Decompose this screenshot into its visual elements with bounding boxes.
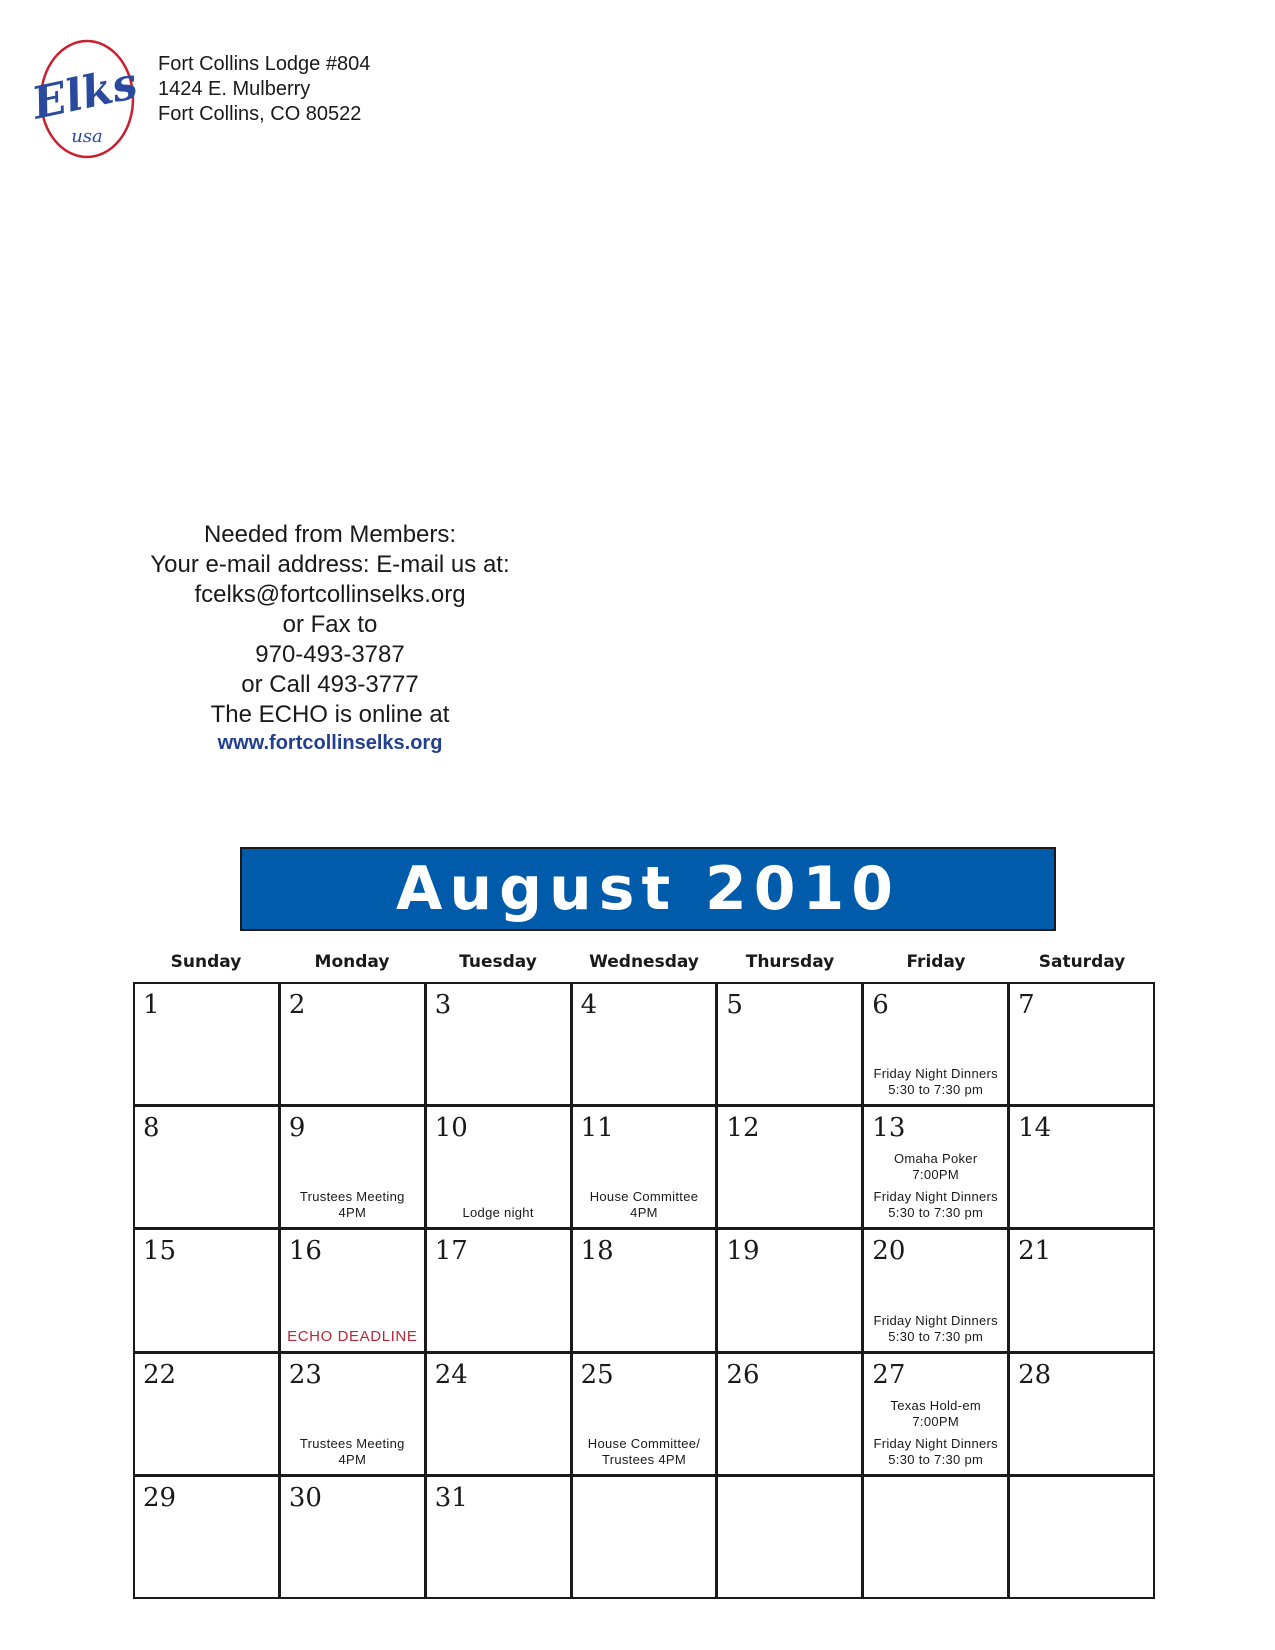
day-cell-27 — [864, 1354, 1007, 1474]
address-line-city: Fort Collins, CO 80522 — [158, 103, 362, 125]
day-number: 21 — [1018, 1236, 1052, 1267]
weekday-wednesday: Wednesday — [589, 952, 699, 972]
day-number: 1 — [143, 990, 160, 1020]
day-number: 29 — [143, 1482, 177, 1513]
day-events — [573, 1189, 716, 1221]
day-events — [864, 1066, 1007, 1098]
empty-day-cell — [1010, 1477, 1153, 1597]
day-cell-7 — [1010, 984, 1153, 1104]
day-number: 31 — [434, 1482, 468, 1513]
weekday-headers — [133, 952, 1155, 980]
day-number: 14 — [1018, 1113, 1052, 1144]
address-line-name: Fort Collins Lodge #804 — [158, 53, 371, 75]
day-number: 22 — [143, 1359, 177, 1390]
day-number: 16 — [288, 1236, 322, 1267]
day-events — [864, 1398, 1007, 1468]
day-number: 11 — [580, 1113, 614, 1144]
day-events — [281, 1436, 424, 1468]
svg-text:Elks: Elks — [34, 57, 140, 130]
calendar-event: House Committee/ Trustees 4PM — [587, 1435, 701, 1467]
day-cell-3 — [427, 984, 570, 1104]
day-number: 4 — [580, 990, 598, 1020]
day-number: 7 — [1018, 990, 1035, 1020]
day-cell-23 — [281, 1354, 424, 1474]
day-cell-22 — [135, 1354, 278, 1474]
weekday-monday: Monday — [314, 952, 390, 972]
notice-line: Needed from Members: — [203, 521, 457, 548]
day-cell-4 — [573, 984, 716, 1104]
day-cell-8 — [135, 1107, 278, 1227]
calendar-grid — [133, 982, 1155, 1599]
day-cell-31 — [427, 1477, 570, 1597]
day-cell-19 — [718, 1230, 861, 1350]
notice-line: Your e-mail address: E-mail us at: — [150, 551, 510, 578]
day-number: 15 — [143, 1236, 177, 1267]
day-cell-25 — [573, 1354, 716, 1474]
calendar-event: Friday Night Dinners 5:30 to 7:30 pm — [873, 1066, 998, 1098]
day-cell-11 — [573, 1107, 716, 1227]
day-number: 19 — [726, 1236, 760, 1267]
calendar-event: Friday Night Dinners 5:30 to 7:30 pm — [873, 1312, 998, 1344]
day-cell-17 — [427, 1230, 570, 1350]
day-cell-2 — [281, 984, 424, 1104]
day-cell-28 — [1010, 1354, 1153, 1474]
lodge-address — [158, 52, 370, 127]
day-cell-21 — [1010, 1230, 1153, 1350]
day-number: 2 — [288, 990, 306, 1020]
day-cell-9 — [281, 1107, 424, 1227]
day-number: 5 — [726, 990, 743, 1020]
day-number: 13 — [872, 1113, 906, 1144]
day-cell-6 — [864, 984, 1007, 1104]
day-number: 30 — [288, 1482, 322, 1513]
day-number: 20 — [872, 1236, 906, 1267]
day-cell-26 — [718, 1354, 861, 1474]
day-cell-16 — [281, 1230, 424, 1350]
day-cell-18 — [573, 1230, 716, 1350]
empty-day-cell — [718, 1477, 861, 1597]
members-notice — [110, 520, 550, 756]
notice-fax: 970-493-3787 — [255, 641, 405, 668]
calendar-event: Trustees Meeting 4PM — [299, 1435, 405, 1467]
weekday-tuesday: Tuesday — [459, 952, 537, 972]
weekday-sunday: Sunday — [170, 952, 242, 972]
calendar-event: House Committee 4PM — [589, 1189, 699, 1221]
calendar-event: ECHO DEADLINE — [287, 1327, 418, 1345]
weekday-friday: Friday — [906, 952, 966, 972]
day-events — [864, 1151, 1007, 1221]
notice-line: The ECHO is online at — [210, 701, 450, 728]
calendar-event: Texas Hold-em 7:00PM — [890, 1397, 982, 1429]
day-number: 12 — [726, 1113, 760, 1144]
day-cell-5 — [718, 984, 861, 1104]
day-number: 26 — [726, 1359, 760, 1390]
calendar-event: Friday Night Dinners 5:30 to 7:30 pm — [873, 1435, 998, 1467]
empty-day-cell — [864, 1477, 1007, 1597]
day-cell-20 — [864, 1230, 1007, 1350]
day-events — [281, 1189, 424, 1221]
day-number: 17 — [434, 1236, 468, 1267]
day-cell-24 — [427, 1354, 570, 1474]
day-number: 28 — [1018, 1359, 1052, 1390]
day-cell-1 — [135, 984, 278, 1104]
day-cell-10 — [427, 1107, 570, 1227]
weekday-saturday: Saturday — [1038, 952, 1126, 972]
calendar-event: Omaha Poker 7:00PM — [893, 1151, 978, 1183]
day-number: 24 — [434, 1359, 468, 1390]
notice-email[interactable]: fcelks@fortcollinselks.org — [194, 581, 466, 608]
day-cell-13 — [864, 1107, 1007, 1227]
address-line-street: 1424 E. Mulberry — [158, 78, 311, 100]
day-number: 23 — [288, 1359, 322, 1390]
calendar-event: Trustees Meeting 4PM — [299, 1189, 405, 1221]
elks-logo — [34, 34, 140, 164]
day-cell-14 — [1010, 1107, 1153, 1227]
day-events — [864, 1313, 1007, 1345]
day-number: 27 — [872, 1359, 906, 1390]
day-number: 18 — [580, 1236, 614, 1267]
website-link[interactable]: www.fortcollinselks.org — [217, 732, 443, 754]
day-events — [281, 1329, 424, 1345]
day-number: 8 — [143, 1113, 160, 1144]
day-number: 25 — [580, 1359, 614, 1390]
notice-line: or Fax to — [282, 611, 378, 638]
svg-text:usa: usa — [71, 126, 103, 147]
weekday-thursday: Thursday — [745, 952, 835, 972]
day-events — [427, 1205, 570, 1221]
day-cell-12 — [718, 1107, 861, 1227]
day-number: 6 — [872, 990, 889, 1020]
calendar-event: Lodge night — [462, 1205, 534, 1221]
day-cell-30 — [281, 1477, 424, 1597]
day-number: 10 — [434, 1113, 468, 1144]
day-number: 3 — [434, 990, 452, 1020]
calendar-event: Friday Night Dinners 5:30 to 7:30 pm — [873, 1189, 998, 1221]
day-number: 9 — [288, 1113, 306, 1144]
empty-day-cell — [573, 1477, 716, 1597]
day-cell-29 — [135, 1477, 278, 1597]
day-cell-15 — [135, 1230, 278, 1350]
day-events — [573, 1436, 716, 1468]
calendar-title: August 2010 — [240, 847, 1056, 931]
notice-line: or Call 493-3777 — [241, 671, 419, 698]
